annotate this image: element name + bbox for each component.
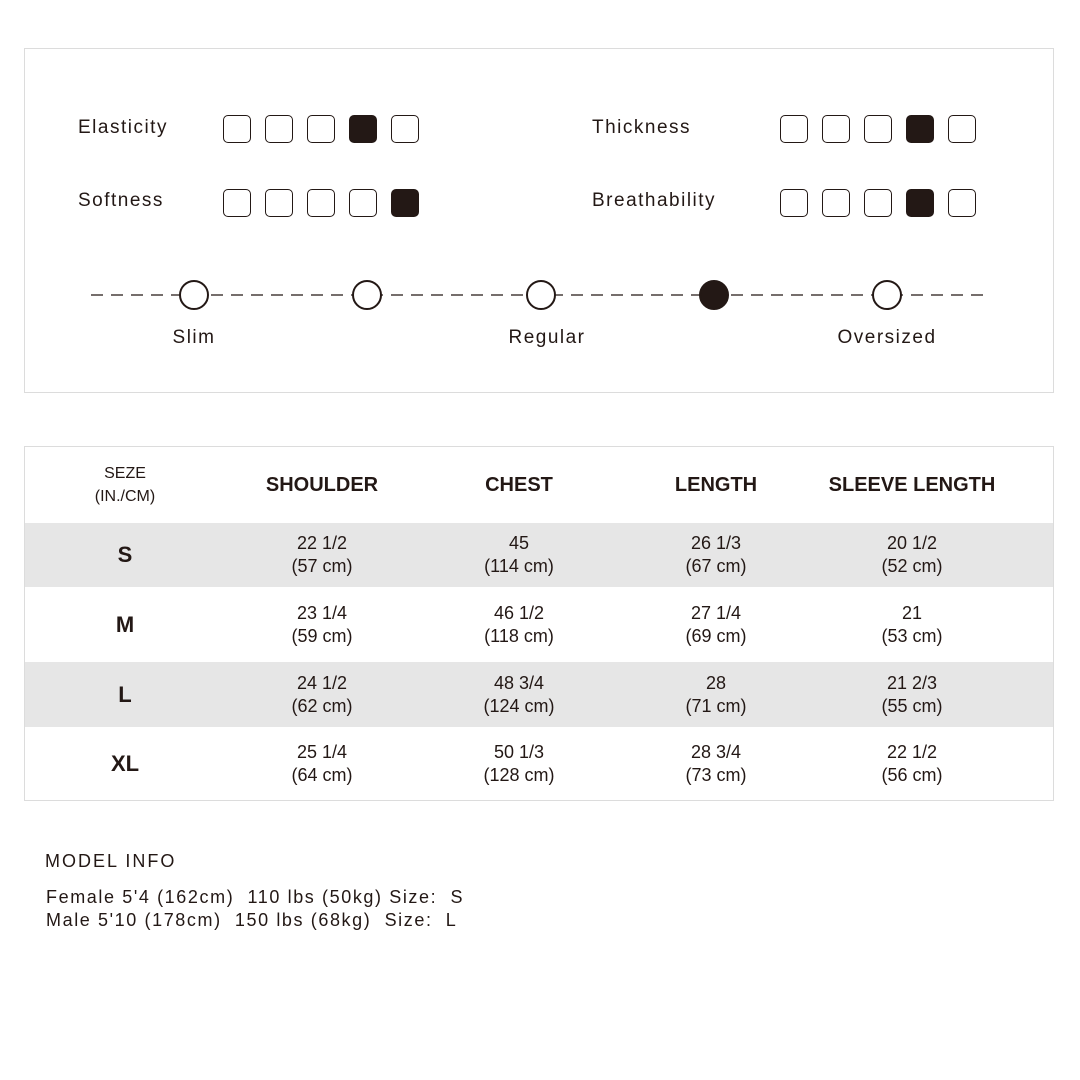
fit-label-regular: Regular <box>508 327 586 348</box>
table-cell <box>685 727 746 801</box>
measurement-inches: 50 1/3 <box>493 742 545 762</box>
model-info-title: MODEL INFO <box>45 851 177 871</box>
measurement-cm: (59 cm) <box>291 625 353 646</box>
table-cell <box>685 662 746 727</box>
table-cell <box>881 523 942 587</box>
measurement-inches: 48 3/4 <box>493 672 545 693</box>
table-cell <box>291 587 352 662</box>
table-cell <box>291 727 352 801</box>
measurement-inches: 21 2/3 <box>886 672 938 693</box>
fit-point <box>527 281 555 309</box>
measurement-cm: (124 cm) <box>483 695 555 716</box>
table-cell <box>685 587 746 662</box>
table-row <box>25 523 1053 587</box>
size-label: XL <box>110 751 140 776</box>
fit-label-oversized: Oversized <box>837 327 937 348</box>
size-header-line2: (IN./CM) <box>94 488 156 505</box>
attr-label-thickness: Thickness <box>592 117 692 138</box>
measurement-cm: (118 cm) <box>484 625 554 646</box>
table-row <box>25 662 1053 727</box>
fit-point <box>873 281 901 309</box>
measurement-cm: (64 cm) <box>291 765 353 785</box>
measurement-inches: 22 1/2 <box>296 533 348 553</box>
model-info-male: Male 5'10 (178cm) 150 lbs (68kg) Size: L <box>46 910 458 930</box>
measurement-cm: (69 cm) <box>685 625 747 646</box>
attr-label-elasticity: Elasticity <box>78 117 168 138</box>
measurement-cm: (56 cm) <box>881 765 943 785</box>
measurement-inches: 24 1/2 <box>296 672 348 693</box>
measurement-inches: 25 1/4 <box>296 742 348 762</box>
size-label: L <box>118 681 132 707</box>
table-row <box>25 727 1053 801</box>
measurement-cm: (52 cm) <box>881 556 943 576</box>
size-column-header <box>95 447 155 523</box>
column-header-shoulder: SHOULDER <box>265 473 379 496</box>
size-label: S <box>117 542 133 567</box>
table-cell <box>483 727 554 801</box>
table-cell <box>484 523 554 587</box>
table-cell <box>881 662 942 727</box>
table-header-row <box>25 447 1053 523</box>
measurement-inches: 28 3/4 <box>690 742 742 762</box>
size-chart-table <box>24 446 1054 801</box>
column-header-length: LENGTH <box>674 473 758 496</box>
measurement-inches: 23 1/4 <box>296 602 348 623</box>
table-cell <box>291 523 352 587</box>
measurement-inches: 22 1/2 <box>886 742 938 762</box>
attr-label-softness: Softness <box>78 190 164 211</box>
measurement-cm: (67 cm) <box>685 556 747 576</box>
fit-point <box>353 281 381 309</box>
measurement-cm: (57 cm) <box>291 556 353 576</box>
measurement-inches: 45 <box>508 533 530 553</box>
fit-label-slim: Slim <box>172 327 216 348</box>
table-cell <box>685 523 746 587</box>
table-cell <box>881 727 942 801</box>
table-cell <box>291 662 352 727</box>
attr-label-breathability: Breathability <box>592 190 717 211</box>
measurement-inches: 26 1/3 <box>690 533 742 553</box>
measurement-inches: 20 1/2 <box>886 533 938 553</box>
fabric-attributes-panel <box>24 48 1054 393</box>
table-cell <box>881 587 942 662</box>
table-cell <box>484 587 554 662</box>
model-info-female: Female 5'4 (162cm) 110 lbs (50kg) Size: S <box>46 887 465 907</box>
column-header-chest: CHEST <box>485 473 553 496</box>
column-header-sleeve-length: SLEEVE LENGTH <box>828 473 996 496</box>
table-cell <box>483 662 554 727</box>
measurement-cm: (71 cm) <box>685 695 747 716</box>
measurement-inches: 21 <box>901 602 923 623</box>
measurement-cm: (73 cm) <box>685 765 747 785</box>
fit-point-selected <box>700 281 728 309</box>
size-label: M <box>115 611 135 637</box>
measurement-cm: (55 cm) <box>881 695 943 716</box>
measurement-cm: (128 cm) <box>483 765 555 785</box>
size-header-line1: SEZE <box>104 465 146 482</box>
table-row <box>25 587 1053 662</box>
measurement-cm: (114 cm) <box>484 556 554 576</box>
measurement-cm: (53 cm) <box>881 625 943 646</box>
measurement-cm: (62 cm) <box>291 695 353 716</box>
measurement-inches: 27 1/4 <box>690 602 742 623</box>
measurement-inches: 46 1/2 <box>493 602 545 623</box>
fit-point <box>180 281 208 309</box>
measurement-inches: 28 <box>705 672 727 693</box>
